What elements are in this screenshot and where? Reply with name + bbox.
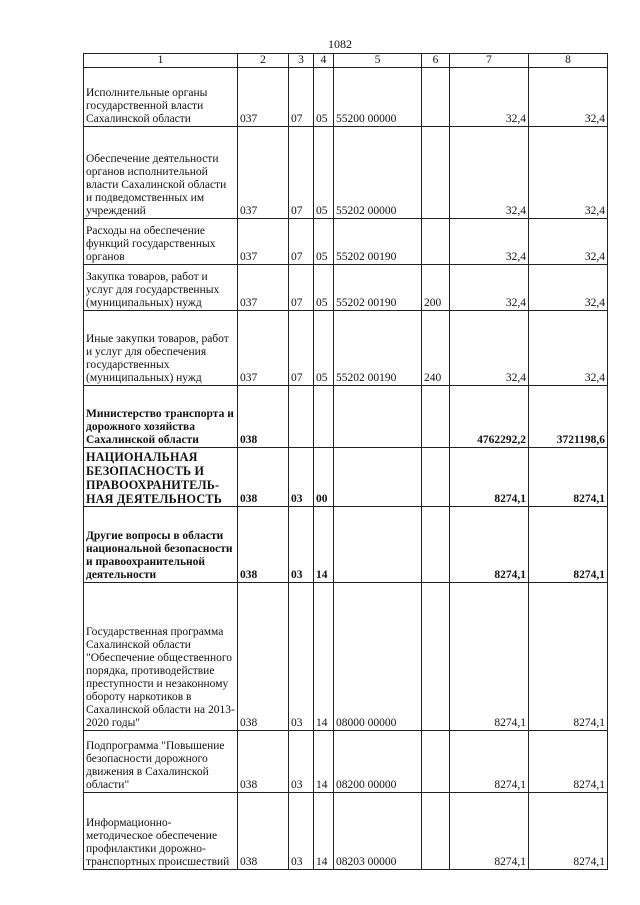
amount-col7: 8274,1 bbox=[450, 583, 529, 731]
section-code: 07 bbox=[289, 311, 314, 386]
table-row bbox=[84, 68, 608, 127]
amount-col8: 8274,1 bbox=[529, 731, 608, 793]
ministry-code: 038 bbox=[238, 507, 289, 583]
amount-col8: 8274,1 bbox=[529, 583, 608, 731]
target-code: 55202 00190 bbox=[334, 265, 422, 311]
expense-code: 240 bbox=[422, 311, 450, 386]
amount-col7: 32,4 bbox=[450, 265, 529, 311]
amount-col8: 8274,1 bbox=[529, 448, 608, 507]
subsection-code: 05 bbox=[314, 265, 334, 311]
table-row bbox=[84, 583, 608, 731]
target-code: 08203 00000 bbox=[334, 793, 422, 870]
column-header: 4 bbox=[314, 54, 334, 68]
target-code: 55200 00000 bbox=[334, 68, 422, 127]
table-row bbox=[84, 127, 608, 219]
row-name: Государственная программа Сахалинской области "Обеспечение общественного порядка, противодействие преступности и незаконному обороту наркотиков в Сахалинской области на 2013-2020 годы" bbox=[84, 583, 238, 731]
ministry-code: 037 bbox=[238, 311, 289, 386]
target-code bbox=[334, 386, 422, 448]
amount-col7: 32,4 bbox=[450, 68, 529, 127]
section-code: 07 bbox=[289, 68, 314, 127]
table-row bbox=[84, 731, 608, 793]
table-row bbox=[84, 793, 608, 870]
section-code: 03 bbox=[289, 583, 314, 731]
expense-code bbox=[422, 68, 450, 127]
column-header: 8 bbox=[529, 54, 608, 68]
ministry-code: 037 bbox=[238, 219, 289, 265]
ministry-code: 038 bbox=[238, 731, 289, 793]
amount-col8: 8274,1 bbox=[529, 793, 608, 870]
amount-col8: 8274,1 bbox=[529, 507, 608, 583]
row-name: Расходы на обеспечение функций государственных органов bbox=[84, 219, 238, 265]
row-name: Министерство транспорта и дорожного хозяйства Сахалинской области bbox=[84, 386, 238, 448]
column-number-row bbox=[84, 54, 608, 68]
column-header: 1 bbox=[84, 54, 238, 68]
column-header: 3 bbox=[289, 54, 314, 68]
row-name: Информационно-методическое обеспечение профилактики дорожно-транспортных происшествий bbox=[84, 793, 238, 870]
amount-col8: 32,4 bbox=[529, 311, 608, 386]
section-code bbox=[289, 386, 314, 448]
column-header: 5 bbox=[334, 54, 422, 68]
subsection-code: 05 bbox=[314, 127, 334, 219]
expense-code bbox=[422, 507, 450, 583]
expense-code bbox=[422, 127, 450, 219]
amount-col7: 8274,1 bbox=[450, 793, 529, 870]
target-code: 55202 00000 bbox=[334, 127, 422, 219]
target-code: 55202 00190 bbox=[334, 311, 422, 386]
target-code: 55202 00190 bbox=[334, 219, 422, 265]
amount-col7: 8274,1 bbox=[450, 448, 529, 507]
target-code: 08200 00000 bbox=[334, 731, 422, 793]
amount-col7: 32,4 bbox=[450, 127, 529, 219]
target-code: 08000 00000 bbox=[334, 583, 422, 731]
expense-code bbox=[422, 386, 450, 448]
ministry-code: 038 bbox=[238, 793, 289, 870]
amount-col7: 4762292,2 bbox=[450, 386, 529, 448]
subsection-code: 05 bbox=[314, 311, 334, 386]
table-row bbox=[84, 386, 608, 448]
amount-col7: 8274,1 bbox=[450, 731, 529, 793]
section-code: 07 bbox=[289, 219, 314, 265]
ministry-code: 037 bbox=[238, 127, 289, 219]
table-row bbox=[84, 448, 608, 507]
subsection-code: 00 bbox=[314, 448, 334, 507]
amount-col8: 3721198,6 bbox=[529, 386, 608, 448]
column-header: 2 bbox=[238, 54, 289, 68]
table-row bbox=[84, 507, 608, 583]
expense-code bbox=[422, 583, 450, 731]
table-row bbox=[84, 219, 608, 265]
expense-code bbox=[422, 448, 450, 507]
ministry-code: 038 bbox=[238, 448, 289, 507]
amount-col8: 32,4 bbox=[529, 265, 608, 311]
amount-col8: 32,4 bbox=[529, 68, 608, 127]
subsection-code: 14 bbox=[314, 793, 334, 870]
row-name: НАЦИОНАЛЬНАЯ БЕЗОПАСНОСТЬ И ПРАВООХРАНИТЕЛЬ-НАЯ ДЕЯТЕЛЬНОСТЬ bbox=[84, 448, 238, 507]
table-row bbox=[84, 311, 608, 386]
amount-col7: 32,4 bbox=[450, 219, 529, 265]
expense-code bbox=[422, 219, 450, 265]
expense-code bbox=[422, 793, 450, 870]
expense-code: 200 bbox=[422, 265, 450, 311]
page-number: 1082 bbox=[328, 37, 352, 51]
amount-col8: 32,4 bbox=[529, 219, 608, 265]
amount-col7: 32,4 bbox=[450, 311, 529, 386]
expense-code bbox=[422, 731, 450, 793]
row-name: Подпрограмма "Повышение безопасности дорожного движения в Сахалинской области" bbox=[84, 731, 238, 793]
ministry-code: 037 bbox=[238, 265, 289, 311]
subsection-code: 14 bbox=[314, 507, 334, 583]
section-code: 03 bbox=[289, 731, 314, 793]
subsection-code: 05 bbox=[314, 219, 334, 265]
ministry-code: 038 bbox=[238, 386, 289, 448]
row-name: Иные закупки товаров, работ и услуг для обеспечения государственных (муниципальных) нужд bbox=[84, 311, 238, 386]
table-row bbox=[84, 265, 608, 311]
ministry-code: 038 bbox=[238, 583, 289, 731]
subsection-code: 14 bbox=[314, 731, 334, 793]
section-code: 03 bbox=[289, 448, 314, 507]
subsection-code: 05 bbox=[314, 68, 334, 127]
row-name: Закупка товаров, работ и услуг для государственных (муниципальных) нужд bbox=[84, 265, 238, 311]
section-code: 07 bbox=[289, 127, 314, 219]
section-code: 03 bbox=[289, 793, 314, 870]
subsection-code: 14 bbox=[314, 583, 334, 731]
row-name: Другие вопросы в области национальной безопасности и правоохранительной деятельности bbox=[84, 507, 238, 583]
ministry-code: 037 bbox=[238, 68, 289, 127]
amount-col7: 8274,1 bbox=[450, 507, 529, 583]
subsection-code bbox=[314, 386, 334, 448]
budget-table bbox=[83, 53, 608, 870]
target-code bbox=[334, 448, 422, 507]
section-code: 07 bbox=[289, 265, 314, 311]
column-header: 6 bbox=[422, 54, 450, 68]
row-name: Обеспечение деятельности органов исполнительной власти Сахалинской области и подведомственных им учреждений bbox=[84, 127, 238, 219]
target-code bbox=[334, 507, 422, 583]
amount-col8: 32,4 bbox=[529, 127, 608, 219]
column-header: 7 bbox=[450, 54, 529, 68]
row-name: Исполнительные органы государственной власти Сахалинской области bbox=[84, 68, 238, 127]
section-code: 03 bbox=[289, 507, 314, 583]
